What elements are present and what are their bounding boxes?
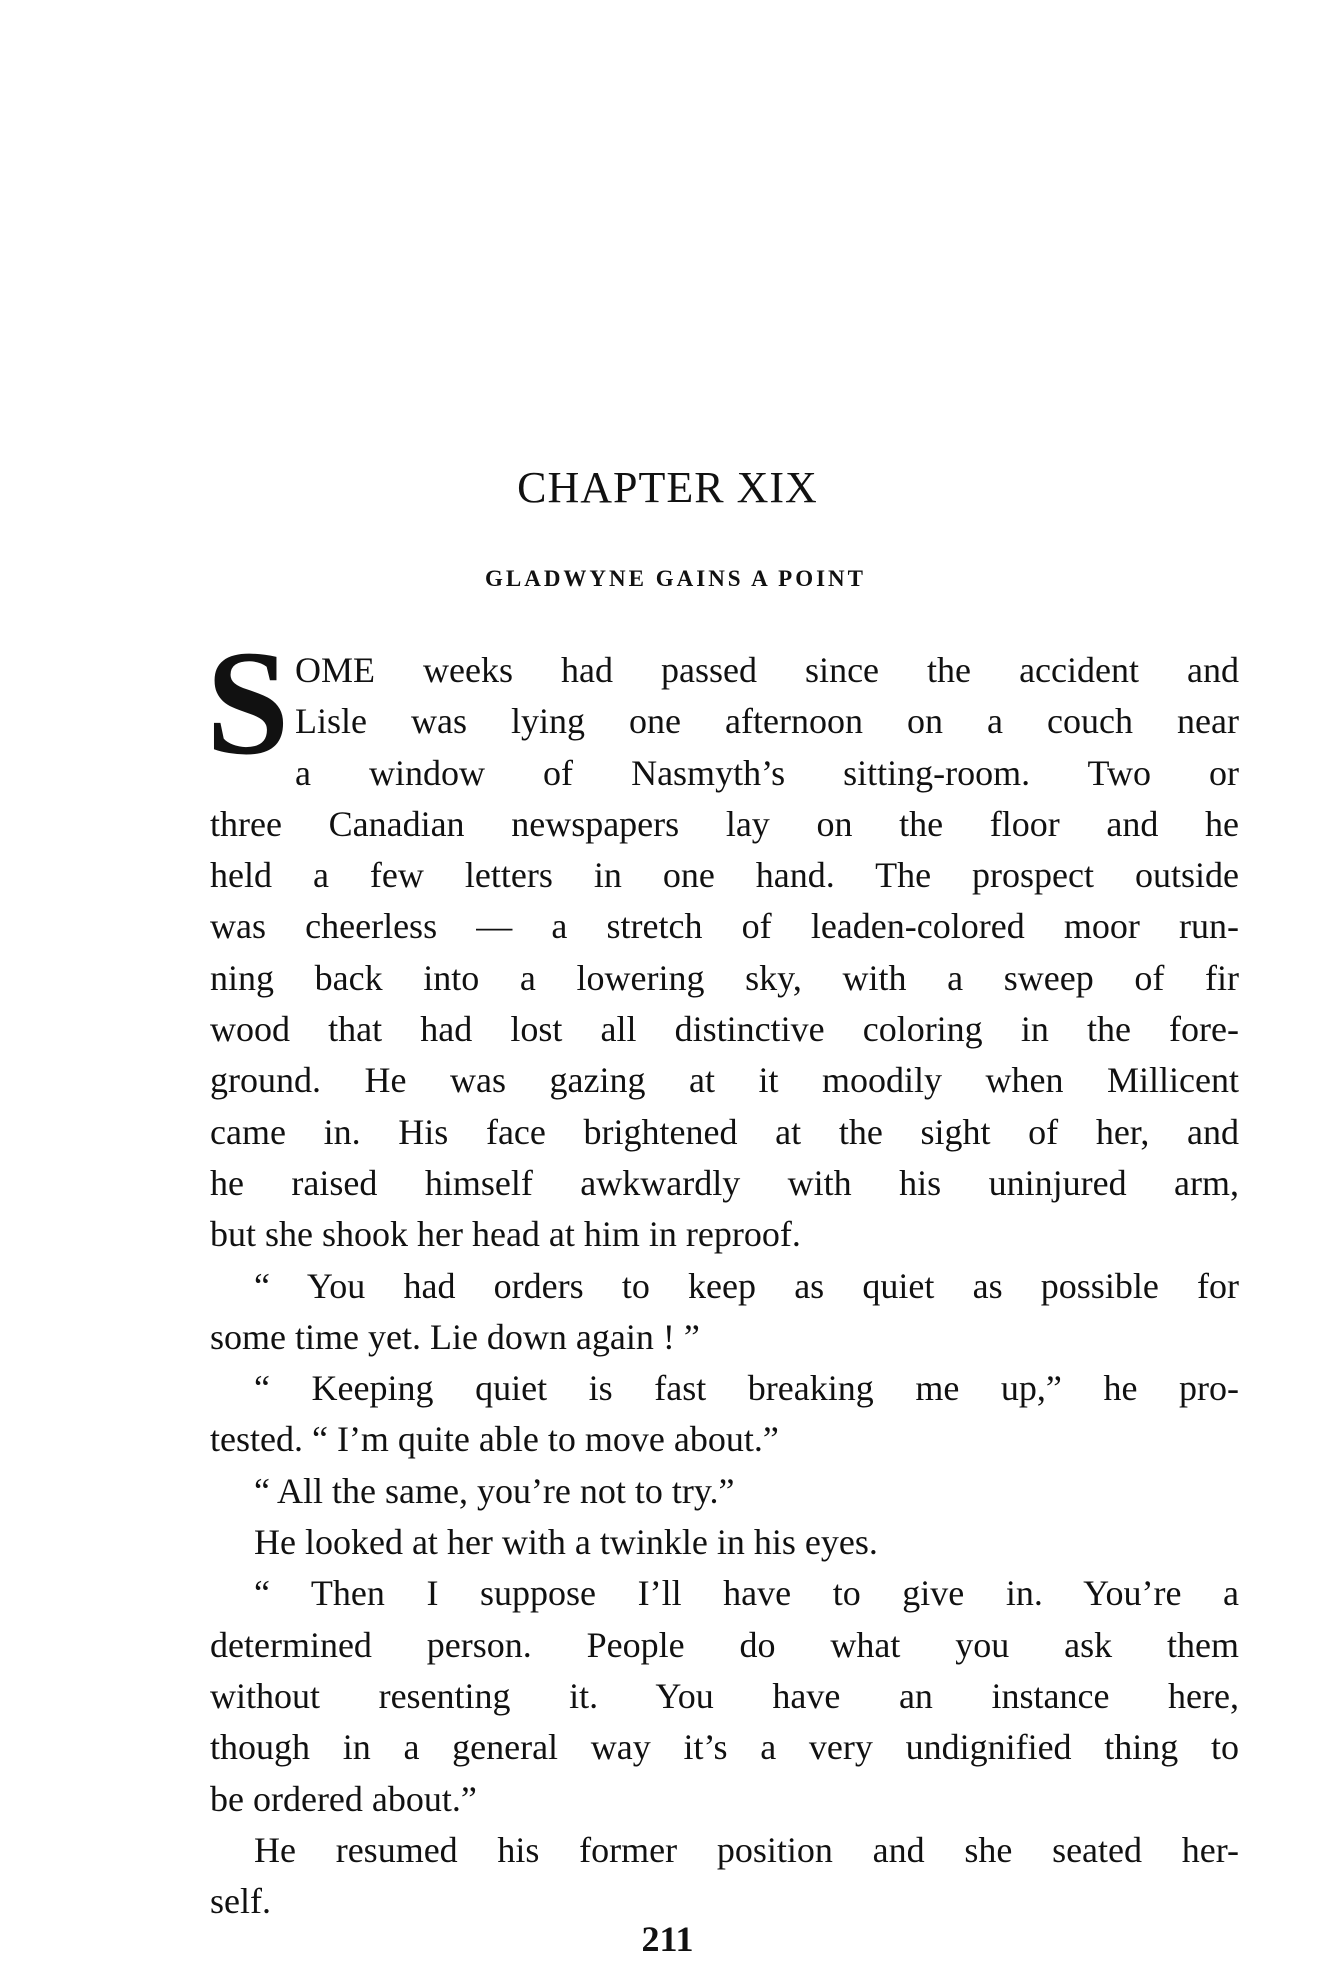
text-line: “ You had orders to keep as quiet as possible for [254, 1265, 1239, 1306]
text-line: determined person. People do what you ask them [210, 1624, 1239, 1665]
drop-cap: S [206, 620, 290, 786]
text-line: without resenting it. You have an instance here, [210, 1675, 1239, 1716]
text-line: he raised himself awkwardly with his uninjured arm, [210, 1162, 1239, 1203]
body-text [210, 645, 1239, 1927]
text-line: three Canadian newspapers lay on the floor and he [210, 803, 1239, 844]
text-line: “ Then I suppose I’ll have to give in. You’re a [254, 1573, 1239, 1614]
text-line: tested. “ I’m quite able to move about.” [210, 1419, 779, 1460]
text-line: ning back into a lowering sky, with a sweep of fir [210, 957, 1239, 998]
text-line: held a few letters in one hand. The prospect outside [210, 855, 1239, 896]
text-line: some time yet. Lie down again ! ” [210, 1316, 700, 1357]
text-line: was cheerless — a stretch of leaden-colored moor run- [210, 906, 1239, 947]
text-line: “ All the same, you’re not to try.” [254, 1470, 735, 1511]
text-line: Lisle was lying one afternoon on a couch near [295, 701, 1239, 742]
text-line: self. [210, 1881, 271, 1922]
text-line: though in a general way it’s a very undignified thing to [210, 1727, 1239, 1768]
text-line: OME weeks had passed since the accident and [295, 650, 1239, 690]
text-line: “ Keeping quiet is fast breaking me up,” he pro- [254, 1368, 1239, 1409]
chapter-title: CHAPTER XIX [517, 463, 818, 512]
text-line: He looked at her with a twinkle in his eyes. [254, 1522, 878, 1563]
text-line: a window of Nasmyth’s sitting-room. Two or [295, 752, 1239, 793]
page-number: 211 [641, 1919, 694, 1959]
text-line: ground. He was gazing at it moodily when Millicent [210, 1060, 1239, 1101]
text-line: He resumed his former position and she seated her- [254, 1829, 1239, 1870]
text-line: but she shook her head at him in reproof. [210, 1214, 801, 1255]
text-line: wood that had lost all distinctive coloring in the fore- [210, 1009, 1239, 1050]
text-line: came in. His face brightened at the sight of her, and [210, 1111, 1239, 1152]
chapter-subtitle: GLADWYNE GAINS A POINT [484, 566, 867, 591]
text-line: be ordered about.” [210, 1778, 477, 1819]
